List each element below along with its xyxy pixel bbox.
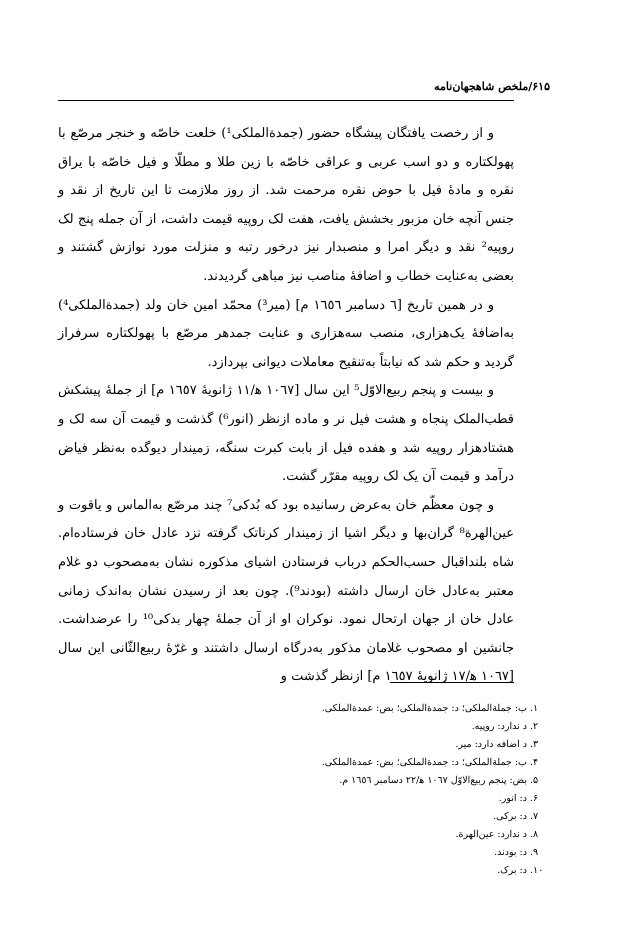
footnote-number: ۲.	[530, 721, 539, 732]
footnote-text: د اضافه دارد: میر.	[455, 739, 527, 750]
footnote-number: ۴.	[530, 757, 539, 768]
running-head: ۶۱۵/ملخص شاهجهان‌نامه	[434, 80, 550, 93]
footnote-item	[58, 700, 546, 718]
footnote-text: د ندارد: عین‌الهرة.	[455, 829, 527, 840]
footnote-number: ۳.	[530, 739, 539, 750]
footnote-number: ۱.	[530, 703, 539, 714]
footnote-number: ۸.	[530, 829, 539, 840]
footnote-item	[58, 718, 546, 736]
paragraph: و در همین تاریخ [٦ دسامبر ١٦٥٦ م] (میر³) محمّد امین خان ولد (جمدةالملکی⁴) به‌اضافهٔ یک‌هزاری، منصب سه‌هزاری و عنایت جمدهر مرصّع با پهولکتاره سرفراز گردید و حکم شد که نیابتاً به‌تنقیح معاملات دیوانی بپردازد.	[58, 297, 514, 370]
footnotes	[58, 700, 546, 880]
footnote-item	[58, 844, 546, 862]
footnote-item	[58, 862, 546, 880]
footnote-text: ب: جملةالملکی؛ د: جمدةالملکی؛ بض: عمدةالملکی.	[321, 757, 527, 768]
footnote-item	[58, 790, 546, 808]
footnote-number: ۹.	[530, 847, 539, 858]
footnote-item	[58, 736, 546, 754]
footnote-item	[58, 808, 546, 826]
paragraph: و چون معظّم خان به‌عرض رسانیده بود که بُدکی⁷ چند مرصّع به‌الماس و یاقوت و عین‌الهرة⁸ گران‌بها و دیگر اشیا از زمیندار کرناتک گرفته نزد عادل خان فرستاده‌ام. شاه بلنداقبال حسب‌الحکم درباب فرستادن اشیای مذکوره نشان به‌مصحوب دو غلام معتبر به‌عادل خان ارسال داشته (بودند⁹). چون بعد از رسیدن نشان به‌اندک زمانی عادل خان از جهان ارتحال نمود. نوکران او از آن جملهٔ چهار بدکی¹⁰ را عرضداشت. جانشین او مصحوب غلامان مذکور به‌درگاه ارسال داشتند و غرّهٔ ربیع‌الثّانی این سال [١٠٦٧ ﻫ/١٧ ژانویهٔ ١٦٥٧ م] ازنظر گذشت و	[58, 497, 515, 685]
paragraph: و بیست و پنجم ربیع‌الاوّل⁵ این سال [١٠٦٧ ﻫ/١١ ژانویهٔ ١٦٥٧ م] از جملهٔ پیشکش قطب‌الملک پنجاه و هشت فیل نر و ماده ازنظر (انور⁶) گذشت و قیمت آن سه لک و هشتادهزار روپیه شد و هفده فیل از بابت کبرت سنگه، زمیندار دیوگده به‌نظر فیاض درآمد و قیمت آن یک لک روپیه مقرّر گشت.	[58, 383, 515, 485]
footnote-item	[58, 826, 546, 844]
header-rule	[58, 100, 514, 101]
footnote-text: د: برک.	[497, 865, 527, 876]
footnote-item	[58, 772, 546, 790]
footnote-text: د: انور.	[498, 793, 527, 804]
footnote-rule	[390, 682, 514, 683]
footnote-text: د ندارد: روپیه.	[471, 721, 527, 732]
footnote-number: ۵.	[530, 775, 539, 786]
paragraph: و از رخصت یافتگان پیشگاه حضور (جمدةالملکی¹) خلعت خاصّه و خنجر مرصّع با پهولکتاره و دو اسب عربی و عراقی خاصّه با زین طلا و مطلّا و فیل خاصّه با یراق نقره و مادهٔ فیل با حوض نقره مرحمت شد. از روز ملازمت تا این تاریخ از نقد و جنس آنچه خان مزبور بخشش یافت، هفت لک روپیه قیمت داشت، از آن جمله پنج لک روپیه² نقد و دیگر امرا و منصبدار نیز درخور رتبه و منزلت مورد نوازش گشتند و بعضی به‌عنایت خطاب و اضافهٔ مناصب نیز مباهی گردیدند.	[58, 126, 514, 284]
footnote-item	[58, 754, 546, 772]
footnote-number: ۶.	[530, 793, 539, 804]
main-text	[58, 120, 514, 692]
footnote-text: د: برکی.	[493, 811, 527, 822]
footnote-number: ۷.	[530, 811, 539, 822]
footnote-text: د: بودند.	[494, 847, 527, 858]
footnote-text: ب: جملةالملکی؛ د: جمدةالملکی؛ بض: عمدةالملکی.	[321, 703, 527, 714]
footnote-number: ۱۰.	[530, 865, 544, 876]
footnote-text: بض: پنجم ربیع‌الاوّل ١٠٦٧ ﻫ/٢٢ دسامبر ١٦٥٦ م.	[339, 775, 527, 786]
